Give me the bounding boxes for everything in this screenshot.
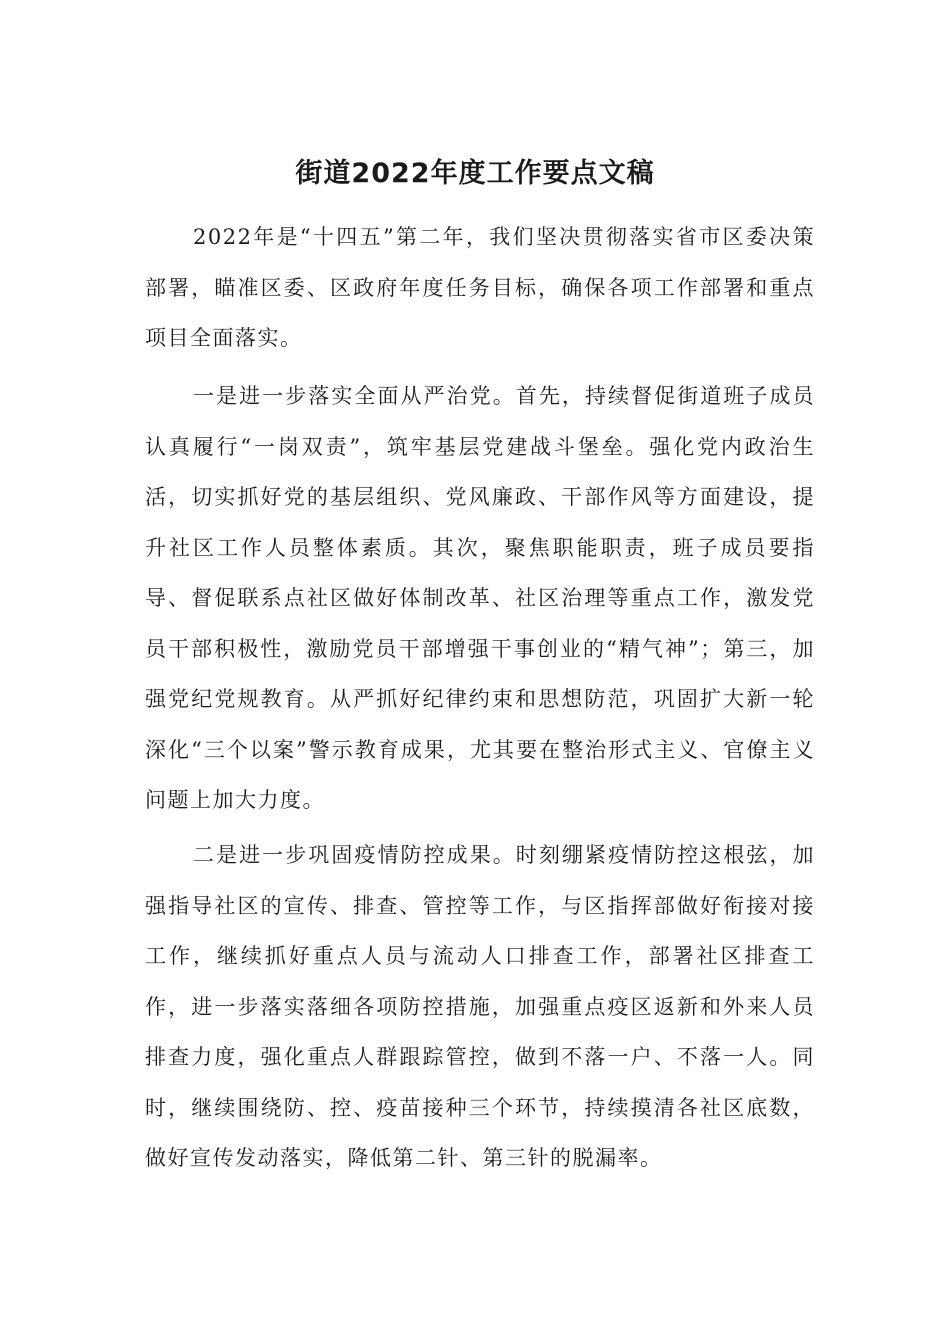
intro-paragraph: 2022年是“十四五”第二年，我们坚决贯彻落实省市区委决策部署，瞄准区委、区政府年度任务目标，确保各项工作部署和重点项目全面落实。 bbox=[145, 225, 815, 350]
paragraph-party-governance: 一是进一步落实全面从严治党。首先，持续督促街道班子成员认真履行“一岗双责”，筑牢基层党建战斗堡垒。强化党内政治生活，切实抓好党的基层组织、党风廉政、干部作风等方面建设，提升社区工作人员整体素质。其次，聚焦职能职责，班子成员要指导、督促联系点社区做好体制改革、社区治理等重点工作，激发党员干部积极性，激励党员干部增强干事创业的“精气神”；第三，加强党纪党规教育。从严抓好纪律约束和思想防范，巩固扩大新一轮深化“三个以案”警示教育成果，尤其要在整治形式主义、官僚主义问题上加大力度。 bbox=[145, 384, 815, 812]
paragraph-epidemic-control: 二是进一步巩固疫情防控成果。时刻绷紧疫情防控这根弦，加强指导社区的宣传、排查、管控等工作，与区指挥部做好衔接对接工作，继续抓好重点人员与流动人口排查工作，部署社区排查工作，进一步落实落细各项防控措施，加强重点疫区返新和外来人员排查力度，强化重点人群跟踪管控，做到不落一户、不落一人。同时，继续围绕防、控、疫苗接种三个环节，持续摸清各社区底数，做好宣传发动落实，降低第二针、第三针的脱漏率。 bbox=[145, 843, 815, 1170]
document-title: 街道2022年度工作要点文稿 bbox=[295, 158, 655, 189]
